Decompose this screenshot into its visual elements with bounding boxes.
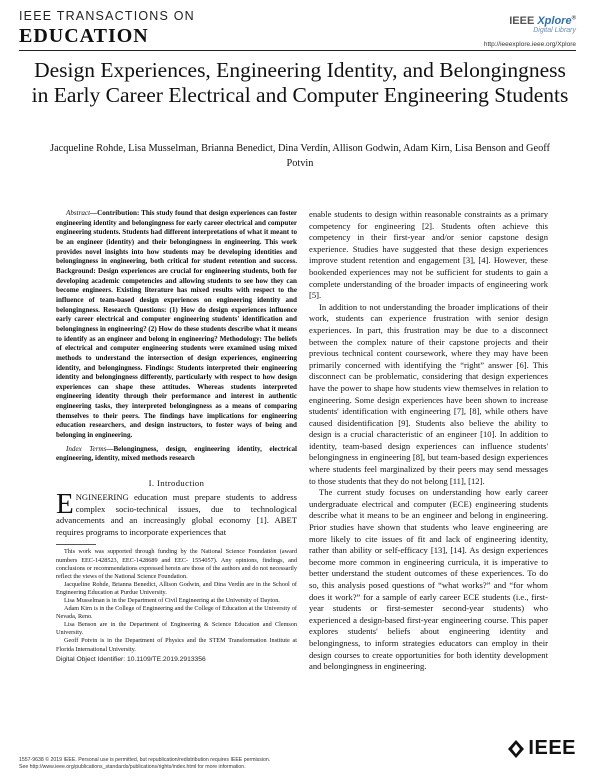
footnote: Jacqueline Rohde, Brianna Benedict, Allison Godwin, and Dina Verdín are in the School of Engineering Education at Purdue University.: [56, 580, 297, 596]
body-paragraph: In addition to not understanding the broader implications of their work, students can experience frustration with senior design experiences. In part, this frustration may be due to a disconnect between the complex nature of their capstone projects and their previous technical content coursework, where they may have been primarily concerned with identifying the “right” answer [6]. This disconnect can be problematic, considering that design experiences have the power to shape how students view themselves in relation to engineering. Some design experiences have been shown to increase students' identification with engineering [7], [8], while others have caused disidentification [9]. Students also believe the ability to design is a crucial characteristic of an engineer [10]. In addition to identity, team-based design experiences can influence students' belongingness in engineering [8], but team-based design experiences where students feel marginalized by their peers may send messages to those students that they do not belong [11], [12].: [309, 301, 548, 486]
journal-masthead: [19, 9, 195, 48]
ieee-wordmark: IEEE: [528, 737, 576, 759]
footnote-divider: [56, 544, 96, 545]
copyright-footer: [19, 757, 459, 770]
ieee-xplore-logo[interactable]: [484, 15, 576, 48]
drop-cap: E: [56, 488, 74, 521]
masthead-line2: EDUCATION: [19, 25, 149, 47]
right-column: [309, 209, 548, 673]
footnote: Lisa Benson are in the Department of Engineering & Science Education and Clemson University.: [56, 621, 297, 637]
xplore-brand: IEEE Xplore®: [509, 15, 576, 27]
copyright-line: 1557-9638 © 2019 IEEE. Personal use is permitted, but republication/redistribution requires IEEE permission.: [19, 757, 271, 763]
masthead-line1: IEEE TRANSACTIONS ON: [19, 9, 195, 23]
xplore-url[interactable]: http://ieeexplore.ieee.org/Xplore: [483, 41, 576, 48]
intro-paragraph: [56, 488, 297, 538]
intro-text: NGINEERING education must prepare students to address complex socio-technical issues, due to technological advancements and an increasingly global economy [1]. ABET requires programs to incorporate experiences that: [56, 492, 297, 537]
footnote: This work was supported through funding by the National Science Foundation (award numbers EEC-1428523, EEC-1428689 and EEC- 1554057). Any opinions, findings, and conclusions or recommendations expressed herein are those of the authors and do not necessarily reflect the views of the National Science Foundation.: [56, 548, 297, 580]
body-paragraph: The current study focuses on understanding how early career undergraduate electrical and computer (ECE) engineering students describe what it means to be an engineer and belong in engineering. Prior studies have shown that students who leave engineering are more likely to cite issues of fit and lack of engineering identity, rather than ability or self-efficacy [13], [14]. As design experiences become more common in engineering curricula, it is imperative to better understand the student outcomes of these experiences. To do so, this analysis posed questions of “what works?” and “for whom does it work?” for a sample of early career ECE students (i.e., first-year students or first-semester second-year students) who experienced a design-based first-year engineering course. This paper explores students' beliefs about engineering identity and belongingness, to inform strategies educators can employ in their design courses to create opportunities for both identity development and belongingness in engineering.: [309, 487, 548, 672]
footnote: Lisa Musselman is in the Department of Civil Engineering at the University of Dayton.: [64, 597, 280, 604]
xplore-subtitle: Digital Library: [533, 27, 576, 34]
ieee-diamond-icon: [508, 740, 524, 758]
abstract-text: —Contribution: This study found that design experiences can foster engineering identity and belongingness for early career electrical and computer engineering students. Students had different interpretations of what it meant to be an engineer (identity) and their belongingness in engineering. This work provides novel insights into how students may be developing identities and belongingness in engineering, both critical for student retention and success. Background: Design experiences are crucial for engineering students, both for developing academic competencies and allowing students to see how they can become engineers. Existing literature has mixed results with respect to the influence of team-based design experiences on engineering identity and belongingness. Research Questions: (1) How do design experiences influence early career electrical and computer engineering students' identification and belongingness in engineering? (2) How do these students describe what it means to identify as an engineer and belong in engineering? Methodology: The beliefs of electrical and computer engineering students were examined using mixed methods to understand the intersection of design experiences, engineering identity, and belongingness. Findings: Students interpreted their engineering identity and belongingness differently, particularly with respect to how design experiences can shape these attitudes. Whereas students interpreted engineering identity through their performance and interest in authentic engineering tasks, they interpreted belongingness as a means of comparing themselves to their peers. The findings have implications for engineering education researchers, and design instructors, to foster ways of being and belonging in engineering.: [56, 209, 298, 440]
doi[interactable]: Digital Object Identifier: 10.1109/TE.2019.2913356: [56, 655, 206, 663]
body-paragraph: enable students to design within reasonable constraints as a primary competency for engineering [2]. Students often achieve this competency in their first-year and/or senior capstone design experience. Studies have suggested that these design experiences improve student retention and engagement [3], [4]. However, these bookended experiences may not be sufficient for students to gain a complete understanding of the broader impacts of engineering work [5].: [309, 209, 548, 301]
abstract-label: Abstract: [66, 209, 91, 217]
paper-title: Design Experiences, Engineering Identity, and Belongingness in Early Career Electrical and Computer Engineering Students: [31, 58, 569, 107]
permissions-line: See http://www.ieee.org/publications_standards/publications/rights/index.html for more information.: [19, 763, 246, 770]
footnote: Geoff Potvin is in the Department of Physics and the STEM Transformation Institute at Florida International University.: [56, 637, 297, 653]
section-heading-introduction: I. Introduction: [148, 478, 205, 489]
abstract: [56, 209, 297, 441]
ieee-logo: [508, 737, 576, 760]
index-terms-text: —Belongingness, design, engineering identity, electrical engineering, identity, mixed methods research: [56, 444, 297, 463]
left-column: [56, 209, 297, 663]
paper-authors: Jacqueline Rohde, Lisa Musselman, Brianna Benedict, Dina Verdín, Allison Godwin, Adam Kirn, Lisa Benson and Geoff Potvin: [50, 143, 550, 169]
footnote: Adam Kirn is in the College of Engineering and the College of Education at the University of Nevada, Reno.: [56, 605, 297, 621]
index-terms: [56, 445, 297, 464]
index-terms-label: Index Terms: [66, 444, 107, 453]
masthead-divider: [19, 50, 576, 51]
